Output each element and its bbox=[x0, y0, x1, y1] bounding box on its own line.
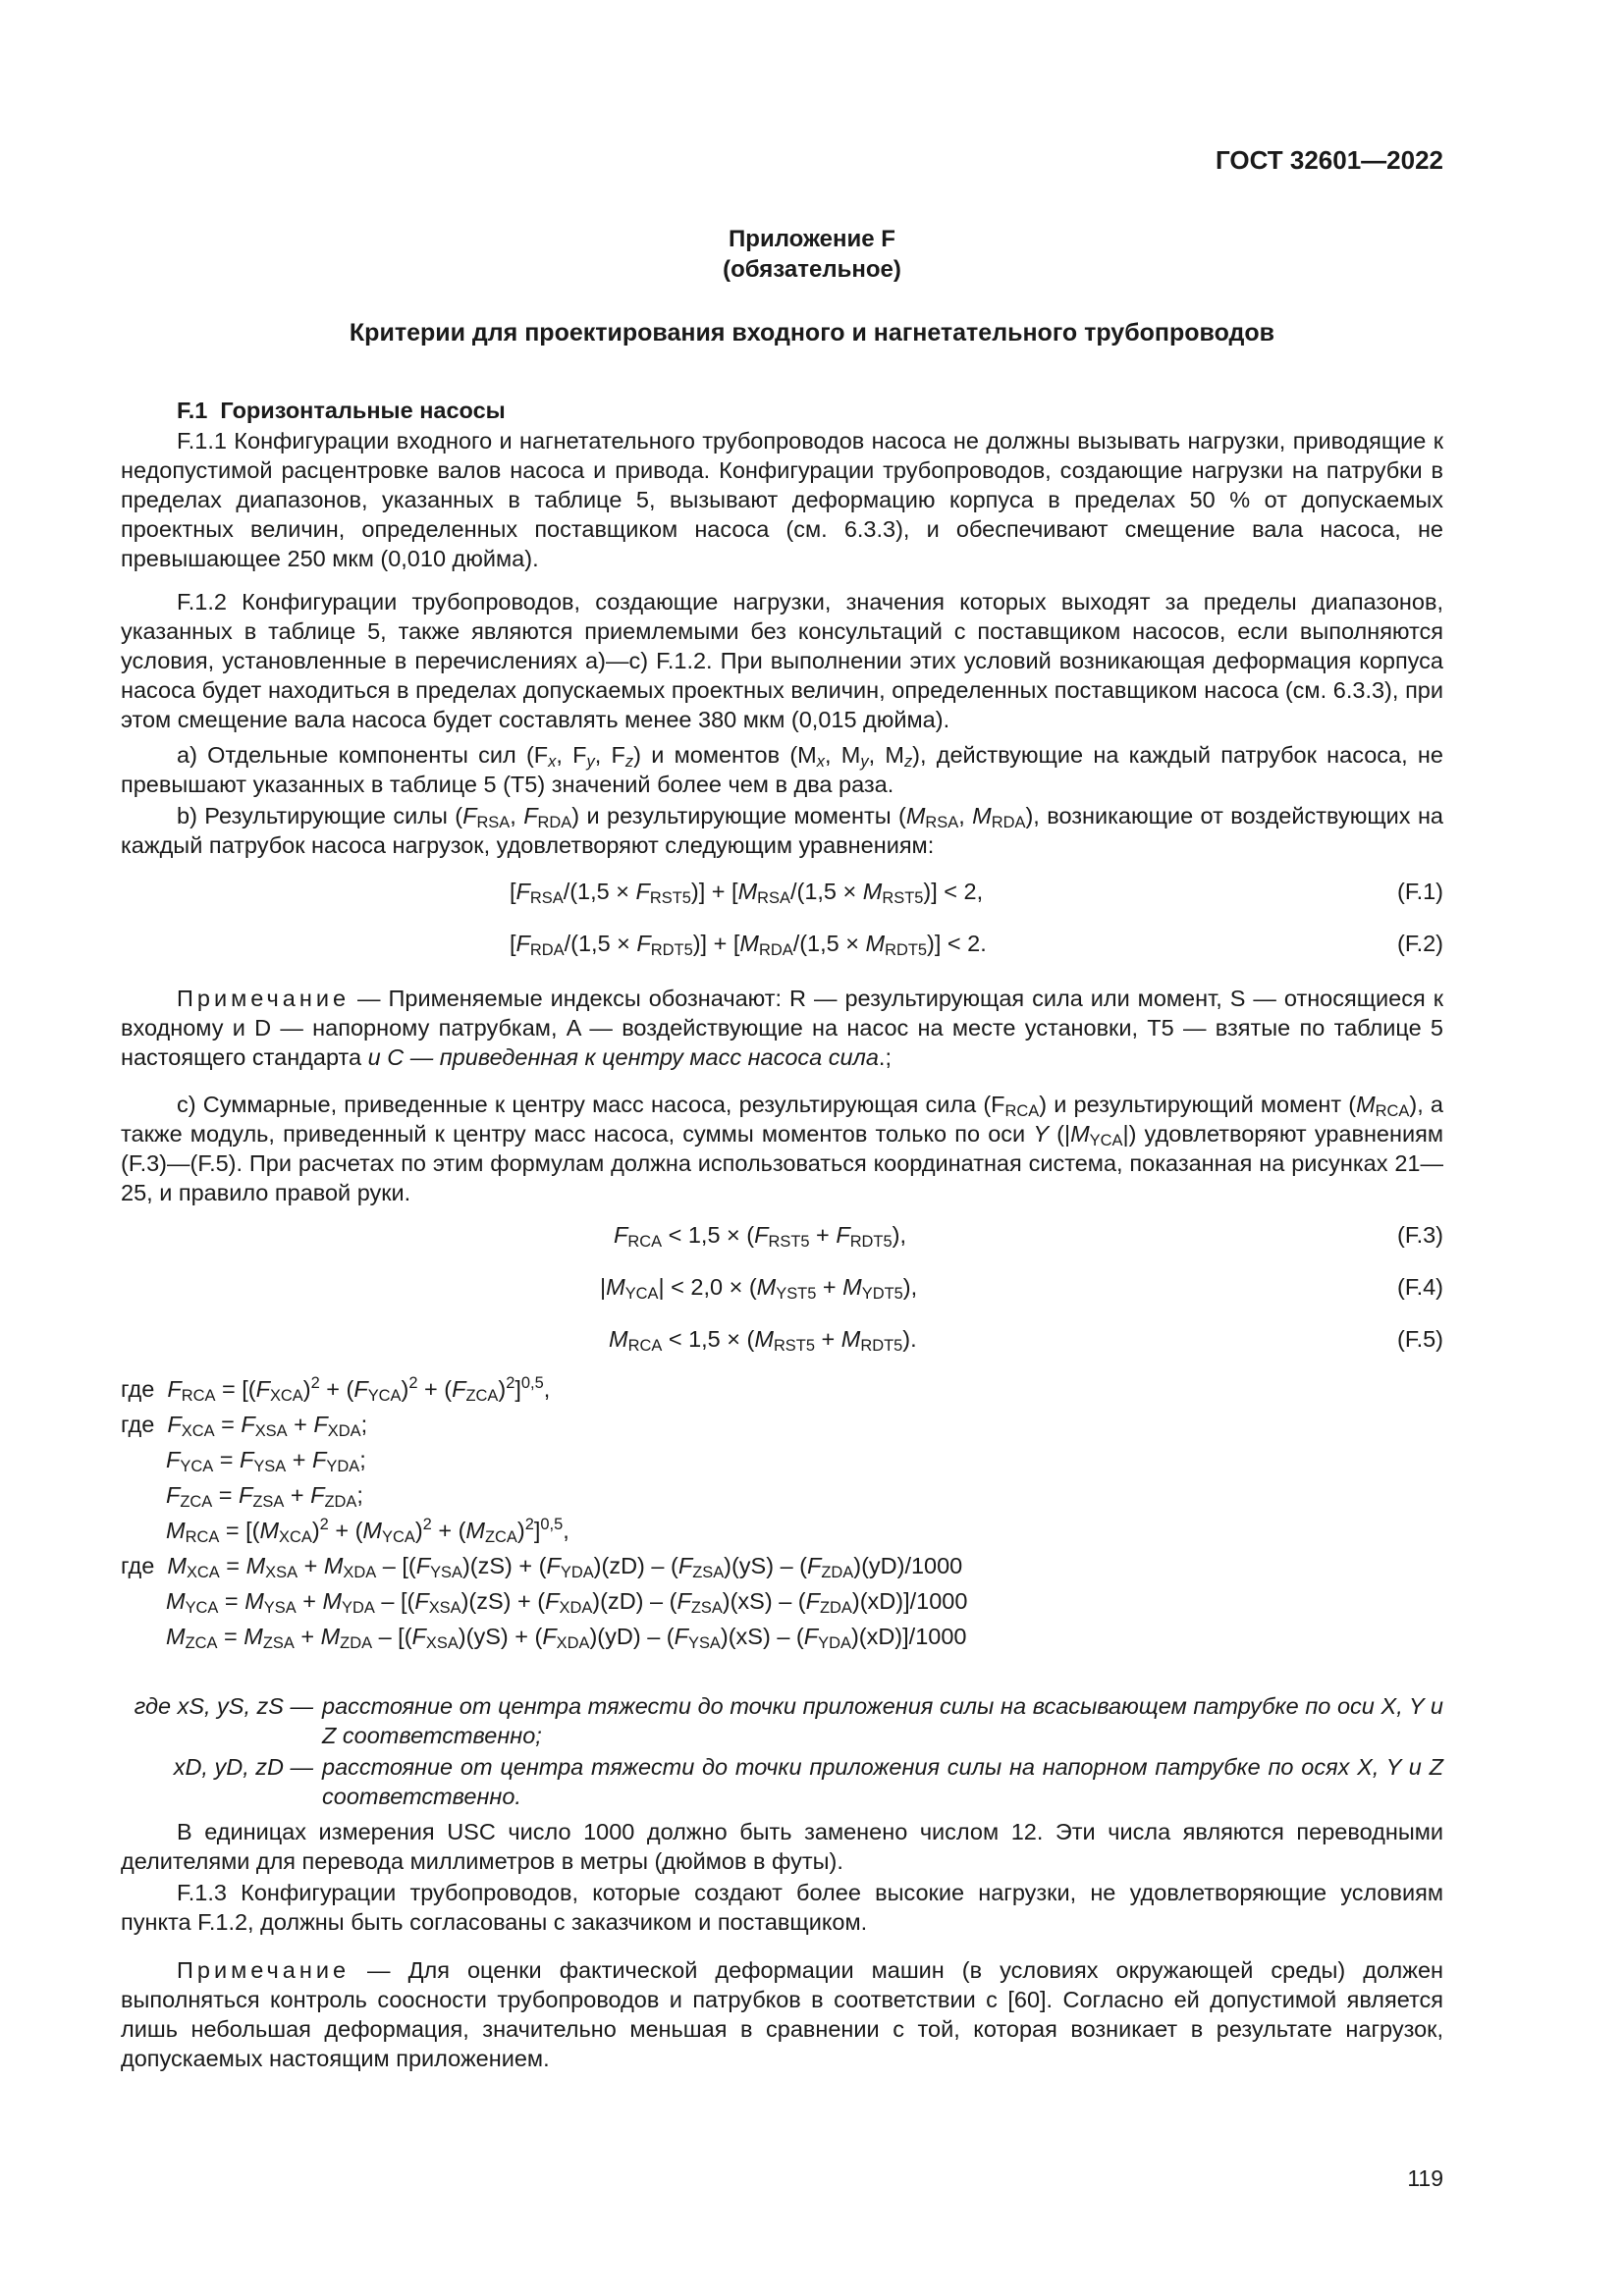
equation-f2-formula: $[F_{RDA}/(1,5 \times F_{RDT5})] + [M_{RDA}/(1,5 \times M_{RDT5})] < 2$. bbox=[510, 931, 987, 959]
item-c bbox=[121, 1090, 1443, 1207]
definition-suction bbox=[121, 1691, 1443, 1750]
definition-suction-label: где xS, yS, zS — bbox=[134, 1693, 313, 1719]
equation-f1 bbox=[121, 877, 1443, 906]
where-mr: $M_{RCA} = [(M_{XCA})^2 + (M_{YCA})^2 + (M_{ZCA})^2]^{0,5}$, bbox=[166, 1516, 569, 1546]
equation-f5-formula: $M_{RCA} < 1,5 \times (M_{RST5} + M_{RDT5})$. bbox=[609, 1326, 917, 1355]
note-1 bbox=[121, 984, 1443, 1072]
equation-f2-number: (F.2) bbox=[1397, 931, 1443, 956]
where-mz: $M_{ZCA} = M_{ZSA} + M_{ZDA} - [(F_{XSA})(yS) + (F_{XDA})(yD) - (F_{YSA})(xS) - (F_{YDA})(xD)]/1000$ bbox=[166, 1624, 967, 1652]
equation-f5-number: (F.5) bbox=[1397, 1326, 1443, 1352]
paragraph-f11-text: F.1.1 Конфигурации входного и нагнетательного трубопроводов насоса не должны вызывать нагрузки, приводящие к недопустимой расцентровке валов насоса и привода. Конфигурации трубопроводов, создающие нагрузки на патрубки в пределах диапазонов, указанных в таблице 5, вызывают деформацию корпуса в пределах 50 % от допускаемых проектных величин, определенных поставщиком насоса (см. 6.3.3), и обеспечивают смещение вала насоса, не превышающее 250 мкм (0,010 дюйма). bbox=[121, 428, 1443, 571]
section-heading bbox=[121, 396, 1499, 425]
equation-f2 bbox=[121, 929, 1443, 958]
equation-f1-number: (F.1) bbox=[1397, 879, 1443, 904]
item-a-text: a) Отдельные компоненты сил ($F_x$, $F_y$, $F_z$) и моментов ($M_x$, $M_y$, $M_z$), действующие на каждый патрубок насоса, не превышают указанных в таблице 5 (T5) значений более чем в два раза. bbox=[121, 742, 1443, 797]
item-b bbox=[121, 801, 1443, 860]
where-my: $M_{YCA} = M_{YSA} + M_{YDA} - [(F_{XSA})(zS) + (F_{XDA})(zD) - (F_{ZSA})(xS) - (F_{ZDA})(xD)]/1000$ bbox=[166, 1588, 968, 1617]
note-1-text: Примечание — Применяемые индексы обозначают: R — результирующая сила или момент, S — относящиеся к входному и D — напорному патрубкам, A — воздействующие на насос на месте установки, T5 — взятые по таблице 5 настоящего стандарта и С — приведенная к центру масс насоса сила.; bbox=[121, 986, 1443, 1070]
section-number: F.1 bbox=[177, 398, 208, 423]
standard-designation: ГОСТ 32601—2022 bbox=[1216, 145, 1443, 175]
paragraph-usc bbox=[121, 1817, 1443, 1876]
item-b-text: b) Результирующие силы ($F_{RSA}$, $F_{RDA}$) и результирующие моменты ($M_{RSA}$, $M_{RDA}$), возникающие от воздействующих на каждый патрубок насоса нагрузок, удовлетворяют следующим уравнениям: bbox=[121, 803, 1443, 858]
equation-f1-formula: $[F_{RSA}/(1,5 \times F_{RST5})] + [M_{RSA}/(1,5 \times M_{RST5})] < 2$, bbox=[510, 879, 984, 907]
equation-f4-number: (F.4) bbox=[1397, 1274, 1443, 1300]
item-a bbox=[121, 740, 1443, 799]
paragraph-usc-text: В единицах измерения USC число 1000 должно быть заменено числом 12. Эти числа являются переводными делителями для перевода миллиметров в метры (дюймов в футы). bbox=[121, 1819, 1443, 1874]
equation-f3-formula: $F_{RCA} < 1,5 \times (F_{RST5} + F_{RDT5})$, bbox=[614, 1222, 906, 1251]
definition-discharge bbox=[121, 1752, 1443, 1811]
appendix-status: (обязательное) bbox=[723, 256, 901, 283]
paragraph-f13-text: F.1.3 Конфигурации трубопроводов, которые создают более высокие нагрузки, не удовлетворяющие условиям пункта F.1.2, должны быть согласованы с заказчиком и поставщиком. bbox=[121, 1880, 1443, 1935]
item-c-text: c) Суммарные, приведенные к центру масс насоса, результирующая сила $(F_{RCA})$ и результирующий момент $(M_{RCA})$, а также модуль, приведенный к центру масс насоса, суммы моментов только по оси Y $(|M_{YCA}|)$ удовлетворяют уравнениям (F.3)—(F.5). При расчетах по этим формулам должна использоваться координатная система, показанная на рисунках 21—25, и правило правой руки. bbox=[121, 1092, 1443, 1205]
where-block bbox=[121, 1374, 1443, 1651]
equation-f4 bbox=[121, 1272, 1443, 1302]
paragraph-f11 bbox=[121, 426, 1443, 573]
equation-f5 bbox=[121, 1324, 1443, 1354]
note-2 bbox=[121, 1955, 1443, 2073]
where-mx: где $M_{XCA} = M_{XSA} + M_{XDA} - [(F_{YSA})(zS) + (F_{YDA})(zD) - (F_{ZSA})(yS) - (F_{ZDA})(yD)/1000$ bbox=[121, 1553, 963, 1581]
paragraph-f13 bbox=[121, 1878, 1443, 1937]
definitions bbox=[121, 1691, 1443, 1811]
definition-suction-text: расстояние от центра тяжести до точки приложения силы на всасывающем патрубке по оси X, Y и Z соответственно; bbox=[322, 1693, 1443, 1748]
where-fz: $F_{ZCA} = F_{ZSA} + F_{ZDA}$; bbox=[166, 1482, 363, 1511]
definition-discharge-label: xD, yD, zD — bbox=[173, 1754, 313, 1780]
note-2-text: Примечание — Для оценки фактической деформации машин (в условиях окружающей среды) должен выполняться контроль соосности трубопроводов и патрубков в соответствии с [60]. Согласно ей допустимой является лишь небольшая деформация, значительно меньшая в сравнении с той, которая возникает в результате нагрузок, допускаемых настоящим приложением. bbox=[121, 1957, 1443, 2071]
definition-discharge-text: расстояние от центра тяжести до точки приложения силы на напорном патрубке по осях X, Y и Z соответственно. bbox=[322, 1754, 1443, 1809]
where-fx: где $F_{XCA} = F_{XSA} + F_{XDA}$; bbox=[121, 1412, 368, 1440]
where-fy: $F_{YCA} = F_{YSA} + F_{YDA}$; bbox=[166, 1447, 366, 1475]
equation-f3 bbox=[121, 1220, 1443, 1250]
equation-f4-formula: $|M_{YCA}| < 2,0 \times (M_{YST5} + M_{YDT5})$, bbox=[600, 1274, 918, 1303]
appendix-heading: Критерии для проектирования входного и нагнетательного трубопроводов bbox=[349, 319, 1275, 347]
page-number: 119 bbox=[1407, 2165, 1443, 2191]
note-1-label: Примечание bbox=[177, 986, 351, 1011]
section-title: Горизонтальные насосы bbox=[220, 398, 506, 423]
paragraph-f12-text: F.1.2 Конфигурации трубопроводов, создающие нагрузки, значения которых выходят за пределы диапазонов, указанных в таблице 5, также являются приемлемыми без консультаций с поставщиком насосов, если выполняются условия, установленные в перечислениях a)—c) F.1.2. При выполнении этих условий возникающая деформация корпуса насоса будет находиться в пределах допускаемых проектных величин, определенных поставщиком насоса (см. 6.3.3), при этом смещение вала насоса будет составлять менее 380 мкм (0,015 дюйма). bbox=[121, 589, 1443, 732]
note-2-label: Примечание bbox=[177, 1957, 351, 1983]
equation-f3-number: (F.3) bbox=[1397, 1222, 1443, 1248]
paragraph-f12 bbox=[121, 587, 1443, 734]
where-fr: где $F_{RCA} = [(F_{XCA})^2 + (F_{YCA})^2 + (F_{ZCA})^2]^{0,5}$, bbox=[121, 1374, 551, 1405]
appendix-title: Приложение F bbox=[729, 226, 895, 252]
